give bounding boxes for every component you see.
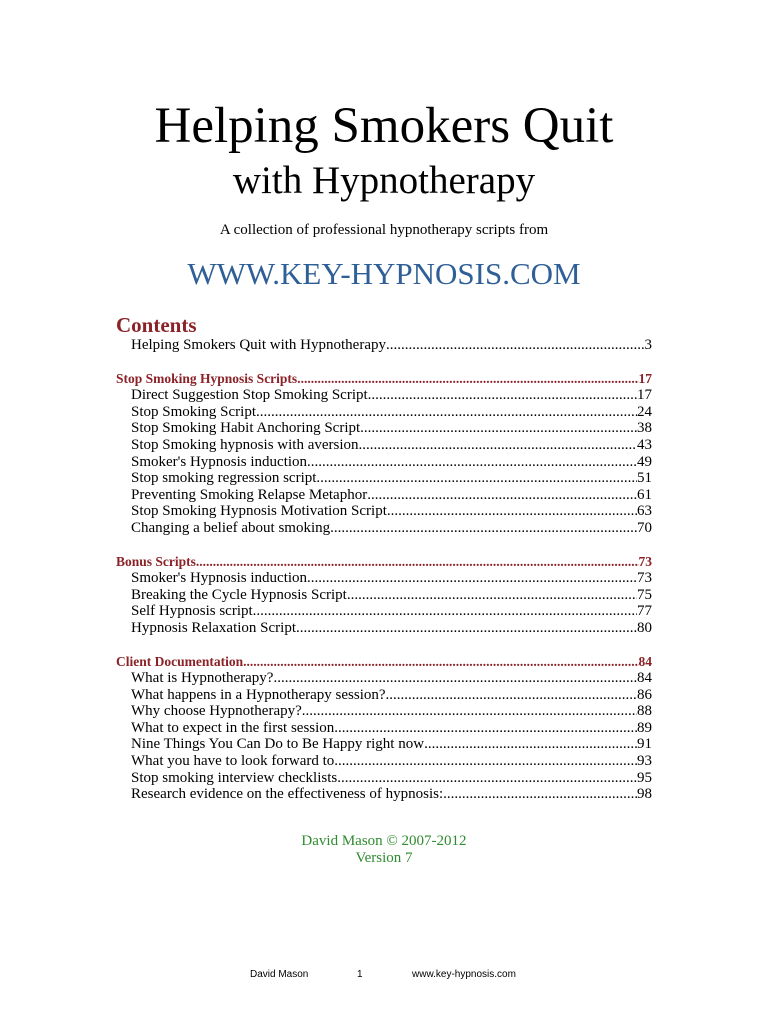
- toc-leader-dots: [253, 603, 637, 620]
- toc-entry-page: 93: [637, 753, 652, 770]
- toc-entry-label: Direct Suggestion Stop Smoking Script: [131, 387, 368, 404]
- version-label: Version 7: [355, 850, 413, 866]
- toc-entry-page: 17: [637, 387, 652, 404]
- toc-entry-label: What happens in a Hypnotherapy session?: [131, 686, 386, 703]
- toc-entry[interactable]: [116, 454, 652, 471]
- toc-leader-dots: [346, 753, 637, 770]
- website-heading: WWW.KEY-HYPNOSIS.COM: [187, 256, 581, 291]
- toc-entry[interactable]: [116, 503, 652, 520]
- contents-heading: Contents: [116, 313, 197, 337]
- toc-leader-dots: [360, 420, 637, 437]
- toc-leader-dots: [243, 654, 638, 671]
- toc-entry[interactable]: [116, 470, 652, 487]
- toc-entry-label: What you have to look forward to...: [131, 753, 346, 770]
- author-copyright: David Mason © 2007-2012: [301, 833, 467, 849]
- toc-entry-label: Self Hypnosis script: [131, 603, 253, 620]
- page-footer: [0, 968, 768, 982]
- toc-entry[interactable]: [116, 387, 652, 404]
- toc-entry[interactable]: [116, 337, 652, 354]
- toc-entry-page: 3: [644, 337, 652, 353]
- toc-leader-dots: [386, 687, 637, 704]
- toc-entry-page: 51: [637, 470, 652, 487]
- toc-entry-label: What is Hypnotherapy?: [131, 670, 274, 687]
- toc-entry-label: Breaking the Cycle Hypnosis Script: [131, 586, 347, 603]
- toc-leader-dots: [307, 570, 637, 587]
- toc-entry-page: 88: [637, 703, 652, 720]
- toc-leader-dots: [359, 437, 637, 454]
- toc-section-stop-smoking[interactable]: [116, 371, 652, 388]
- toc-leader-dots: [443, 786, 637, 803]
- table-of-contents: [116, 337, 652, 803]
- footer-page-number: 1: [357, 969, 363, 980]
- toc-entry-label: Stop Smoking Script: [131, 403, 257, 420]
- toc-entry[interactable]: [116, 753, 652, 770]
- toc-entry-page: 49: [637, 453, 652, 470]
- toc-section-page: 17: [638, 370, 652, 386]
- toc-entry-label: What to expect in the first session: [131, 719, 335, 736]
- toc-entry-label: Helping Smokers Quit with Hypnotherapy: [131, 337, 386, 353]
- toc-entry-page: 24: [637, 403, 652, 420]
- toc-section-bonus[interactable]: [116, 554, 652, 571]
- toc-entry-page: 91: [637, 736, 652, 753]
- toc-entry[interactable]: [116, 736, 652, 753]
- toc-leader-dots: [316, 470, 637, 487]
- toc-entry-label: Hypnosis Relaxation Script: [131, 619, 296, 636]
- toc-entry[interactable]: [116, 687, 652, 704]
- toc-entry[interactable]: [116, 404, 652, 421]
- toc-entry[interactable]: [116, 770, 652, 787]
- toc-entry-label: Nine Things You Can Do to Be Happy right now: [131, 736, 425, 753]
- toc-leader-dots: [302, 703, 637, 720]
- toc-entry[interactable]: [116, 437, 652, 454]
- toc-leader-dots: [307, 454, 637, 471]
- toc-entry[interactable]: [116, 587, 652, 604]
- toc-leader-dots: [196, 554, 639, 571]
- toc-entry-label: Stop Smoking hypnosis with aversion: [131, 436, 359, 453]
- toc-entry[interactable]: [116, 703, 652, 720]
- toc-entry-label: Stop Smoking Hypnosis Motivation Script: [131, 503, 387, 520]
- toc-entry[interactable]: [116, 520, 652, 537]
- toc-entry[interactable]: [116, 720, 652, 737]
- toc-leader-dots: [368, 387, 637, 404]
- toc-leader-dots: [386, 337, 645, 354]
- toc-entry-label: Research evidence on the effectiveness of hypnosis:: [131, 786, 444, 803]
- toc-entry[interactable]: [116, 420, 652, 437]
- footer-author: David Mason: [250, 969, 309, 980]
- toc-section-client-docs[interactable]: [116, 654, 652, 671]
- toc-leader-dots: [387, 503, 637, 520]
- toc-section-label: Stop Smoking Hypnosis Scripts: [116, 370, 298, 386]
- toc-entry-label: Stop Smoking Habit Anchoring Script: [131, 420, 361, 437]
- toc-entry-page: 43: [637, 436, 652, 453]
- toc-entry-page: 80: [637, 619, 652, 636]
- toc-leader-dots: [256, 404, 637, 421]
- toc-section-label: Client Documentation: [116, 653, 244, 669]
- toc-entry-page: 63: [637, 503, 652, 520]
- toc-entry-page: 73: [637, 570, 652, 587]
- toc-entry[interactable]: [116, 487, 652, 504]
- toc-entry-label: Changing a belief about smoking: [131, 519, 331, 536]
- toc-leader-dots: [273, 670, 637, 687]
- toc-entry[interactable]: [116, 786, 652, 803]
- toc-leader-dots: [297, 371, 638, 388]
- toc-leader-dots: [330, 520, 637, 537]
- toc-entry[interactable]: [116, 603, 652, 620]
- toc-leader-dots: [296, 620, 637, 637]
- toc-section-page: 73: [638, 553, 652, 569]
- toc-entry-label: Why choose Hypnotherapy?: [131, 703, 302, 720]
- toc-entry-page: 95: [637, 769, 652, 786]
- toc-entry-label: Stop smoking regression script: [131, 470, 317, 487]
- toc-entry-label: Smoker's Hypnosis induction: [131, 570, 308, 587]
- toc-entry-page: 77: [637, 603, 652, 620]
- toc-entry-page: 89: [637, 719, 652, 736]
- toc-leader-dots: [337, 770, 637, 787]
- document-title: Helping Smokers Quit: [154, 98, 614, 154]
- toc-entry-page: 70: [637, 519, 652, 536]
- toc-entry-page: 61: [637, 486, 652, 503]
- toc-entry-page: 38: [637, 420, 652, 437]
- footer-website: www.key-hypnosis.com: [412, 969, 516, 980]
- toc-entry-label: Smoker's Hypnosis induction: [131, 453, 308, 470]
- toc-entry[interactable]: [116, 670, 652, 687]
- toc-leader-dots: [334, 720, 637, 737]
- toc-section-label: Bonus Scripts: [116, 553, 196, 569]
- document-subtitle: with Hypnotherapy: [232, 159, 536, 202]
- toc-entry-page: 98: [637, 786, 652, 803]
- toc-entry[interactable]: [116, 620, 652, 637]
- toc-entry[interactable]: [116, 570, 652, 587]
- toc-section-page: 84: [638, 653, 652, 669]
- toc-leader-dots: [424, 736, 637, 753]
- toc-entry-page: 75: [637, 586, 652, 603]
- toc-leader-dots: [367, 487, 637, 504]
- toc-entry-label: Preventing Smoking Relapse Metaphor: [131, 486, 368, 503]
- toc-entry-page: 84: [637, 670, 652, 687]
- toc-leader-dots: [347, 587, 637, 604]
- toc-entry-label: Stop smoking interview checklists: [131, 769, 338, 786]
- tagline: A collection of professional hypnotherapy scripts from: [219, 222, 549, 238]
- toc-entry-page: 86: [637, 686, 652, 703]
